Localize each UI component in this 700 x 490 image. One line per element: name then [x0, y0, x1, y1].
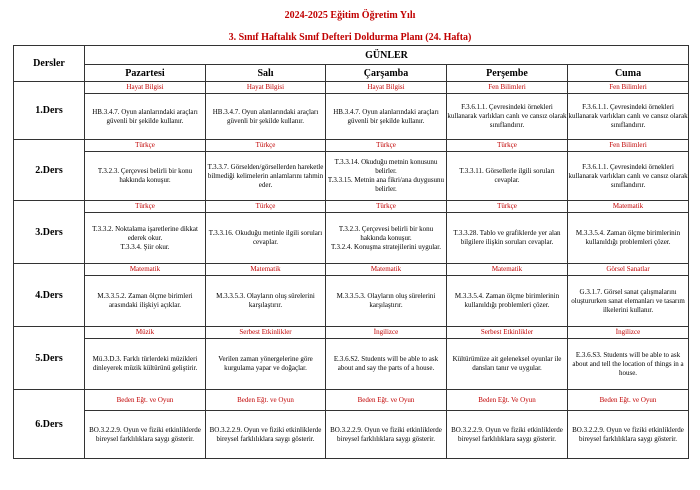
subject-label: Beden Eğt. ve Oyun — [568, 390, 689, 411]
outcome-text: Verilen zaman yönergelerine göre kurgulama yapar ve doğaçlar. — [206, 339, 326, 390]
outcome-text: M.3.3.5.4. Zaman ölçme birimlerinin kullanıldığı problemleri çözer. — [568, 213, 689, 264]
outcome-text: T.3.3.2. Noktalama işaretlerine dikkat ederek okur. T.3.3.4. Şiir okur. — [85, 213, 206, 264]
subject-label: Fen Bilimleri — [568, 140, 689, 152]
outcome-text: BO.3.2.2.9. Oyun ve fiziki etkinliklerde bireysel farklılıklara saygı gösterir. — [206, 411, 326, 459]
outcome-text: F.3.6.1.1. Çevresindeki örnekleri kullanarak varlıkları canlı ve cansız olarak sınıflandırır. — [568, 152, 689, 201]
subject-label: Serbest Etkinlikler — [447, 327, 568, 339]
outcome-text: T.3.3.28. Tablo ve grafiklerde yer alan bilgilere ilişkin soruları cevaplar. — [447, 213, 568, 264]
subject-label: Matematik — [447, 264, 568, 276]
lesson-row-2-content — [14, 152, 689, 201]
outcome-text: M.3.3.5.3. Olayların oluş sürelerini karşılaştırır. — [326, 276, 447, 327]
subject-label: Türkçe — [85, 140, 206, 152]
lesson-label: 1.Ders — [14, 82, 85, 140]
lesson-row-3-content — [14, 213, 689, 264]
subject-label: Matematik — [326, 264, 447, 276]
lesson-label: 5.Ders — [14, 327, 85, 390]
plan-title: 3. Sınıf Haftalık Sınıf Defteri Doldurma Planı (24. Hafta) — [228, 32, 472, 43]
year-title: 2024-2025 Eğitim Öğretim Yılı — [284, 10, 416, 21]
outcome-text: BO.3.2.2.9. Oyun ve fiziki etkinliklerde bireysel farklılıklara saygı gösterir. — [568, 411, 689, 459]
lesson-label: 3.Ders — [14, 201, 85, 264]
subject-label: Beden Eğt. Ve Oyun — [447, 390, 568, 411]
subject-label: Müzik — [85, 327, 206, 339]
outcome-text: BO.3.2.2.9. Oyun ve fiziki etkinliklerde bireysel farklılıklara saygı gösterir. — [326, 411, 447, 459]
subject-label: Matematik — [85, 264, 206, 276]
lesson-label: 6.Ders — [14, 390, 85, 459]
day-header-persembe: Perşembe — [447, 65, 568, 82]
lesson-label: 4.Ders — [14, 264, 85, 327]
subject-label: Serbest Etkinlikler — [206, 327, 326, 339]
subject-label: Türkçe — [326, 201, 447, 213]
subject-label: Hayat Bilgisi — [326, 82, 447, 94]
outcome-text: M.3.3.5.2. Zaman ölçme birimleri arasındaki ilişkiyi açıklar. — [85, 276, 206, 327]
outcome-text: M.3.3.5.4. Zaman ölçme birimlerinin kullanıldığı problemleri çözer. — [447, 276, 568, 327]
dersler-header: Dersler — [14, 46, 85, 82]
outcome-text: T.3.3.16. Okuduğu metinle ilgili soruları cevaplar. — [206, 213, 326, 264]
outcome-text: E.3.6.S3. Students will be able to ask about and tell the location of things in a house. — [568, 339, 689, 390]
subject-label: Beden Eğt. ve Oyun — [206, 390, 326, 411]
outcome-text: HB.3.4.7. Oyun alanlarındaki araçları güvenli bir şekilde kullanır. — [326, 94, 447, 140]
subject-label: Türkçe — [447, 140, 568, 152]
outcome-text: M.3.3.5.3. Olayların oluş sürelerini karşılaştırır. — [206, 276, 326, 327]
gunler-header: GÜNLER — [85, 46, 689, 65]
outcome-text: T.3.3.7. Görselden/görsellerden hareketle bilmediği kelimelerin anlamlarını tahmin eder. — [206, 152, 326, 201]
outcome-text: T.3.2.3. Çerçevesi belirli bir konu hakkında konuşur. T.3.2.4. Konuşma stratejilerini uygular. — [326, 213, 447, 264]
lesson-row-5 — [14, 327, 689, 339]
outcome-text: HB.3.4.7. Oyun alanlarındaki araçları güvenli bir şekilde kullanır. — [206, 94, 326, 140]
subject-label: Hayat Bilgisi — [85, 82, 206, 94]
outcome-text: T.3.2.3. Çerçevesi belirli bir konu hakkında konuşur. — [85, 152, 206, 201]
outcome-text: E.3.6.S2. Students will be able to ask about and say the parts of a house. — [326, 339, 447, 390]
lesson-row-6 — [14, 390, 689, 411]
lesson-row-4 — [14, 264, 689, 276]
lesson-row-1 — [14, 82, 689, 94]
subject-label: Matematik — [568, 201, 689, 213]
outcome-text: F.3.6.1.1. Çevresindeki örnekleri kullanarak varlıkları canlı ve cansız olarak sınıflandırır. — [568, 94, 689, 140]
subject-label: Matematik — [206, 264, 326, 276]
lesson-row-6-content — [14, 411, 689, 459]
outcome-text: Mü.3.D.3. Farklı türlerdeki müzikleri dinleyerek müzik kültürünü geliştirir. — [85, 339, 206, 390]
subject-label: İngilizce — [568, 327, 689, 339]
day-header-carsamba: Çarşamba — [326, 65, 447, 82]
subject-label: Beden Eğt. ve Oyun — [85, 390, 206, 411]
outcome-text: HB.3.4.7. Oyun alanlarındaki araçları güvenli bir şekilde kullanır. — [85, 94, 206, 140]
outcome-text: Kültürümüze ait geleneksel oyunlar ile dansları tanır ve uygular. — [447, 339, 568, 390]
lesson-label: 2.Ders — [14, 140, 85, 201]
subject-label: Fen Bilimleri — [447, 82, 568, 94]
outcome-text: BO.3.2.2.9. Oyun ve fiziki etkinliklerde bireysel farklılıklara saygı gösterir. — [447, 411, 568, 459]
lesson-row-1-content — [14, 94, 689, 140]
outcome-text: T.3.3.14. Okuduğu metnin konusunu belirler. T.3.3.15. Metnin ana fikri/ana duygusunu belirler. — [326, 152, 447, 201]
outcome-text: F.3.6.1.1. Çevresindeki örnekleri kullanarak varlıkları canlı ve cansız olarak sınıflandırır. — [447, 94, 568, 140]
outcome-text: BO.3.2.2.9. Oyun ve fiziki etkinliklerde bireysel farklılıklara saygı gösterir. — [85, 411, 206, 459]
weekly-plan-table — [13, 45, 689, 459]
lesson-row-4-content — [14, 276, 689, 327]
subject-label: Türkçe — [447, 201, 568, 213]
subject-label: Beden Eğt. ve Oyun — [326, 390, 447, 411]
subject-label: Fen Bilimleri — [568, 82, 689, 94]
day-header-pazartesi: Pazartesi — [85, 65, 206, 82]
lesson-row-3 — [14, 201, 689, 213]
day-header-cuma: Cuma — [568, 65, 689, 82]
lesson-row-2 — [14, 140, 689, 152]
subject-label: Türkçe — [85, 201, 206, 213]
subject-label: Türkçe — [206, 140, 326, 152]
subject-label: Türkçe — [326, 140, 447, 152]
subject-label: Türkçe — [206, 201, 326, 213]
subject-label: Görsel Sanatlar — [568, 264, 689, 276]
subject-label: Hayat Bilgisi — [206, 82, 326, 94]
lesson-row-5-content — [14, 339, 689, 390]
subject-label: İngilizce — [326, 327, 447, 339]
outcome-text: G.3.1.7. Görsel sanat çalışmalarını oluştururken sanat elemanları ve tasarım ilkelerini kullanır. — [568, 276, 689, 327]
day-header-sali: Salı — [206, 65, 326, 82]
outcome-text: T.3.3.11. Görsellerle ilgili soruları cevaplar. — [447, 152, 568, 201]
